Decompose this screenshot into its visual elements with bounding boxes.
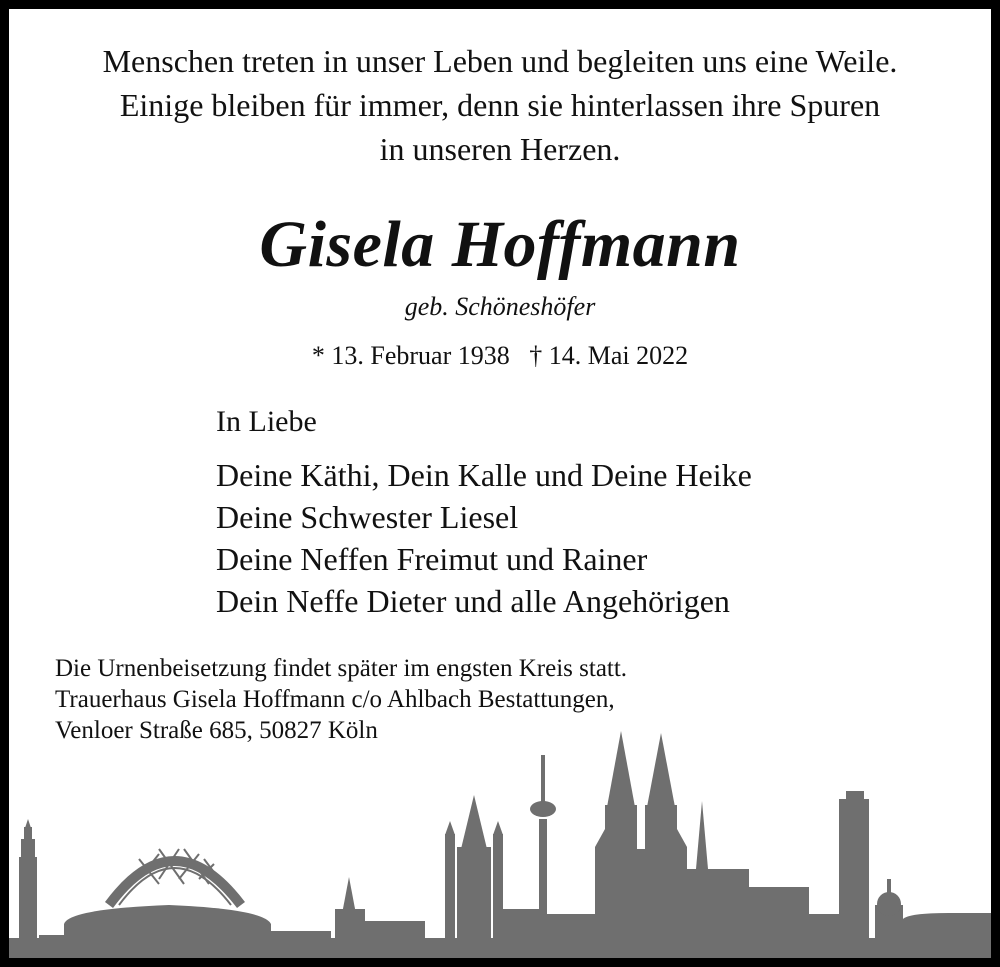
skyline-silhouette bbox=[9, 731, 991, 958]
mourner-line: Deine Neffen Freimut und Rainer bbox=[216, 541, 648, 577]
poem-line: Einige bleiben für immer, denn sie hinterlassen ihre Spuren bbox=[119, 87, 881, 123]
poem-line: Menschen treten in unser Leben und begleiten uns eine Weile. bbox=[102, 43, 898, 79]
cologne-skyline-icon bbox=[9, 709, 991, 958]
mourners-intro: In Liebe bbox=[216, 405, 317, 438]
birth-name: geb. Schöneshöfer bbox=[404, 292, 596, 321]
notice-line: Venloer Straße 685, 50827 Köln bbox=[55, 717, 378, 744]
mourner-line: Dein Neffe Dieter und alle Angehörigen bbox=[216, 583, 730, 619]
notice-line: Trauerhaus Gisela Hoffmann c/o Ahlbach Bestattungen, bbox=[55, 686, 615, 713]
arena-arch bbox=[109, 849, 241, 905]
mourner-line: Deine Käthi, Dein Kalle und Deine Heike bbox=[216, 457, 752, 493]
birth-date: * 13. Februar 1938 bbox=[311, 341, 510, 370]
notice-line: Die Urnenbeisetzung findet später im engsten Kreis statt. bbox=[55, 655, 628, 682]
memorial-poem bbox=[9, 39, 991, 171]
deceased-name: Gisela Hoffmann bbox=[259, 208, 741, 281]
death-date: † 14. Mai 2022 bbox=[529, 341, 689, 370]
poem-line: in unseren Herzen. bbox=[379, 131, 621, 167]
mourners-list bbox=[216, 454, 752, 622]
mourner-line: Deine Schwester Liesel bbox=[216, 499, 519, 535]
life-dates bbox=[9, 339, 991, 373]
